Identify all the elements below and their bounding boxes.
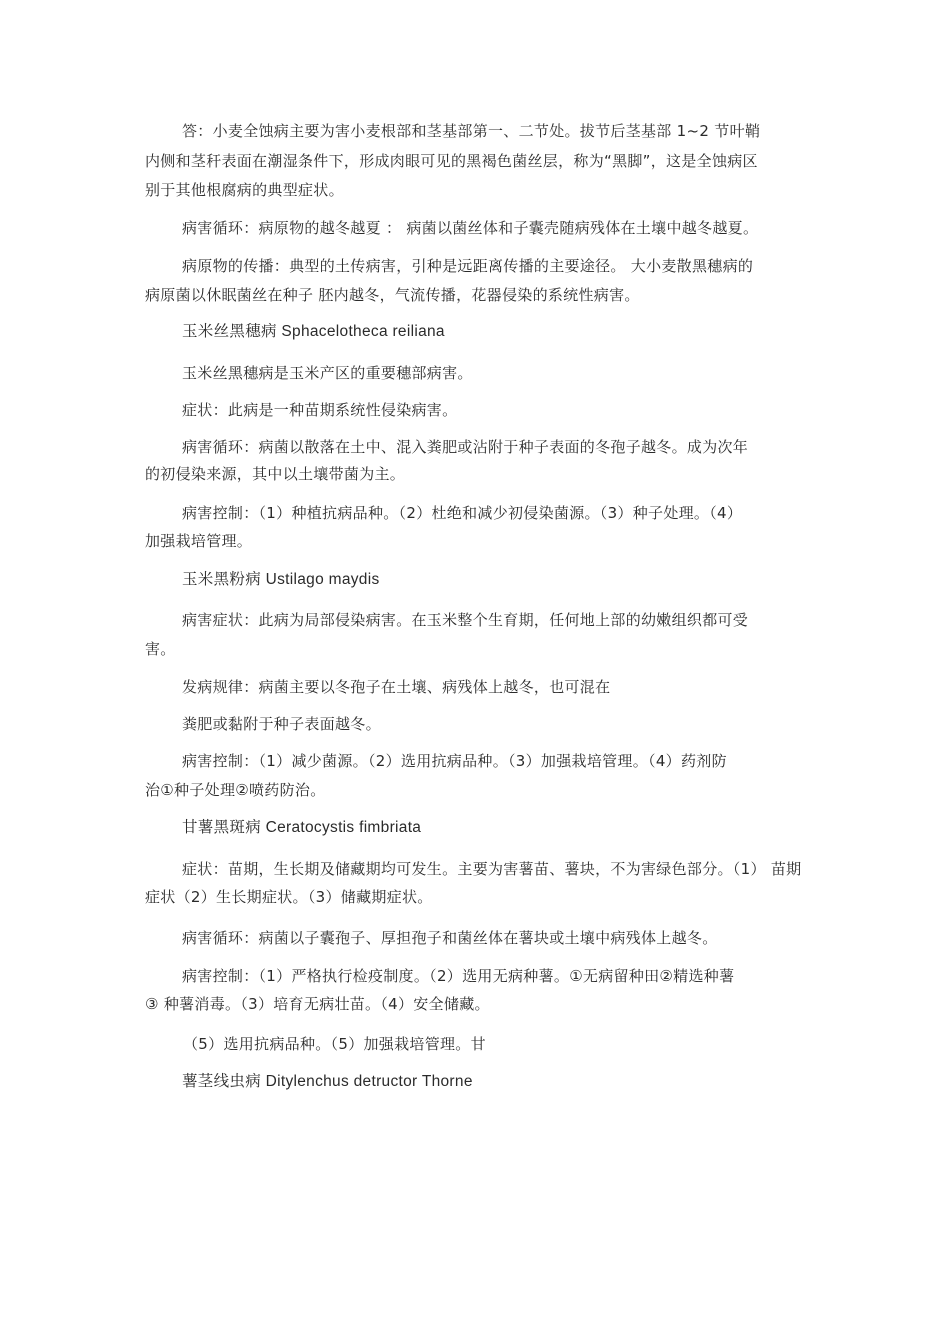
- paragraph-line: 玉米丝黑穗病是玉米产区的重要穗部病害。: [182, 364, 473, 382]
- paragraph-line: 害。: [145, 640, 176, 658]
- paragraph-line: 症状（2）生长期症状。（3）储藏期症状。: [145, 888, 433, 906]
- paragraph-line: 病害控制：（1）种植抗病品种。（2）杜绝和减少初侵染菌源。（3）种子处理。（4）: [182, 504, 743, 522]
- paragraph-line: 症状：苗期，生长期及储藏期均可发生。主要为害薯苗、薯块，不为害绿色部分。（1） 苗期: [182, 860, 802, 878]
- paragraph-line: 的初侵染来源，其中以土壤带菌为主。: [145, 465, 406, 483]
- paragraph-line: 病害循环：病菌以子囊孢子、厚担孢子和菌丝体在薯块或土壤中病残体上越冬。: [182, 929, 718, 947]
- paragraph-line: 病害控制：（1）减少菌源。（2）选用抗病品种。（3）加强栽培管理。（4）药剂防: [182, 752, 727, 770]
- paragraph-line: 病害控制：（1）严格执行检疫制度。（2）选用无病种薯。①无病留种田②精选种薯: [182, 967, 735, 985]
- paragraph-line: 病原物的传播：典型的土传病害，引种是远距离传播的主要途径。 大小麦散黑穗病的: [182, 257, 754, 275]
- paragraph-line: 内侧和茎秆表面在潮湿条件下，形成肉眼可见的黑褐色菌丝层，称为“黑脚”，这是全蚀病区: [145, 152, 758, 170]
- paragraph-line: 病害循环：病原物的越冬越夏 ： 病菌以菌丝体和子囊壳随病残体在土壤中越冬越夏。: [182, 219, 759, 237]
- paragraph-line: 发病规律：病菌主要以冬孢子在土壤、病残体上越冬，也可混在: [182, 678, 611, 696]
- paragraph-line: 答：小麦全蚀病主要为害小麦根部和茎基部第一、二节处。拔节后茎基部 1~2 节叶鞘: [182, 122, 761, 140]
- paragraph-line: 症状：此病是一种苗期系统性侵染病害。: [182, 401, 458, 419]
- paragraph-line: ③ 种薯消毒。（3）培育无病壮苗。（4）安全储藏。: [145, 995, 490, 1013]
- paragraph-line: 病害症状：此病为局部侵染病害。在玉米整个生育期，任何地上部的幼嫩组织都可受: [182, 611, 749, 629]
- paragraph-line: 别于其他根腐病的典型症状。: [145, 181, 344, 199]
- section-heading: 玉米黑粉病 Ustilago maydis: [182, 571, 380, 588]
- paragraph-line: 粪肥或黏附于种子表面越冬。: [182, 715, 381, 733]
- paragraph-line: 加强栽培管理。: [145, 532, 253, 550]
- paragraph-line: 病害循环：病菌以散落在土中、混入粪肥或沾附于种子表面的冬孢子越冬。成为次年: [182, 438, 749, 456]
- section-heading: 玉米丝黑穗病 Sphacelotheca reiliana: [182, 323, 445, 340]
- paragraph-line: （5）选用抗病品种。（5）加强栽培管理。甘: [183, 1035, 486, 1053]
- paragraph-line: 病原菌以休眠菌丝在种子 胚内越冬，气流传播，花器侵染的系统性病害。: [145, 286, 640, 304]
- section-heading: 薯茎线虫病 Ditylenchus detructor Thorne: [182, 1073, 473, 1090]
- section-heading: 甘薯黑斑病 Ceratocystis fimbriata: [182, 819, 422, 836]
- paragraph-line: 治①种子处理②喷药防治。: [145, 781, 326, 799]
